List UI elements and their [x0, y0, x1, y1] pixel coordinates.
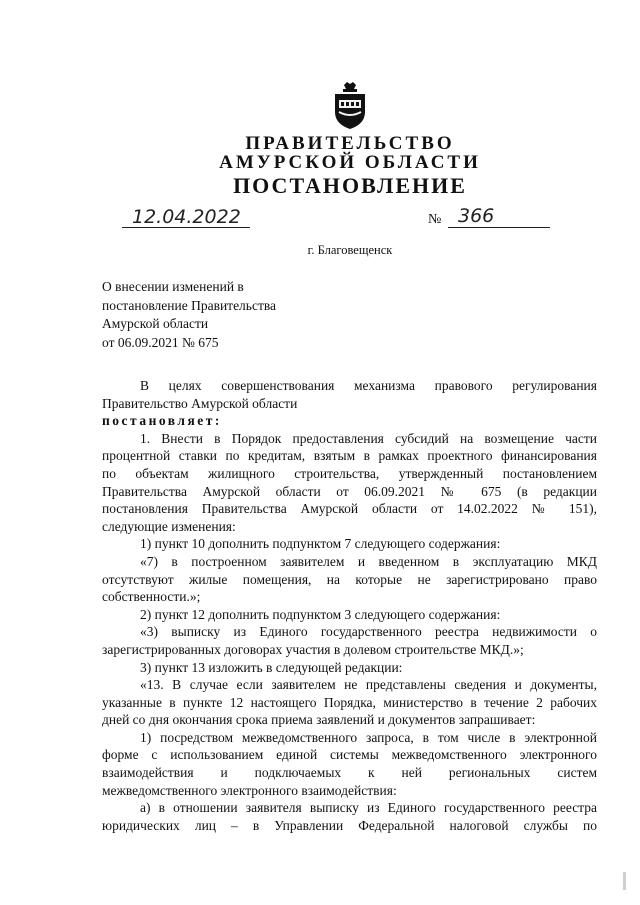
body-line: процентной ставки по кредитам, взятым в рамках проектного финансирования [102, 448, 597, 464]
city-name: г. Благовещенск [307, 243, 393, 257]
handwritten-date: 12.04.2022 [132, 206, 241, 228]
body-line: «7) в построенном заявителем и введенном в эксплуатацию МКД [140, 553, 597, 569]
document-subject [102, 278, 276, 352]
number-sign: № [428, 212, 442, 227]
body-line: по объектам жилищного строительства, утвержденный постановлением [102, 465, 597, 481]
subject-line: О внесении изменений в [102, 279, 244, 294]
body-line: В целях совершенствования механизма правового регулирования [140, 378, 597, 393]
body-line: 1) посредством межведомственного запроса, в том числе в электронной [140, 729, 597, 745]
body-line: Правительства Амурской области от 06.09.2021 № 675 (в редакции [102, 483, 597, 499]
body-line: 2) пункт 12 дополнить подпунктом 3 следующего содержания: [140, 606, 501, 622]
handwritten-number: 366 [458, 205, 495, 227]
coat-of-arms-emblem [330, 82, 370, 130]
resolves-word: постановляет: [102, 413, 222, 429]
body-line: дней со дня окончания срока приема заявлений и документов запрашивает: [102, 712, 536, 728]
body-line: форме с использованием единой системы межведомственного электронного [102, 747, 597, 763]
date-underline [122, 227, 250, 228]
body-line: зарегистрированных договорах участия в долевом строительстве МКД.»; [102, 641, 524, 657]
body-line: указанные в пункте 12 настоящего Порядка, министерство в течение 2 рабочих [102, 694, 597, 710]
body-line: 3) пункт 13 изложить в следующей редакции: [140, 659, 403, 675]
subject-line: постановление Правительства [102, 297, 277, 313]
body-line: постановления Правительства Амурской области от 14.02.2022 № 151), [102, 501, 597, 517]
body-line: «13. В случае если заявителем не представлены сведения и документы, [140, 677, 597, 693]
body-line: межведомственного электронного взаимодействия: [102, 782, 397, 798]
body-line: «3) выписку из Единого государственного реестра недвижимости о [140, 624, 597, 640]
scan-edge-mark [623, 872, 626, 890]
subject-line: Амурской области [102, 316, 209, 331]
government-title-line2: АМУРСКОЙ ОБЛАСТИ [219, 152, 481, 173]
body-line: 1) пункт 10 дополнить подпунктом 7 следующего содержания: [140, 536, 501, 552]
subject-line: от 06.09.2021 № 675 [102, 334, 219, 350]
body-line: Правительство Амурской области [102, 395, 298, 411]
government-title-line1: ПРАВИТЕЛЬСТВО [245, 133, 455, 154]
body-line: следующие изменения: [102, 518, 236, 534]
number-underline [448, 227, 550, 228]
body-line: взаимодействия и подключаемых к ней региональных систем [102, 765, 597, 781]
body-line: собственности.»; [102, 589, 201, 605]
document-type-title: ПОСТАНОВЛЕНИЕ [233, 173, 467, 198]
body-line: отсутствуют жилые помещения, на которые не зарегистрировано право [102, 571, 597, 587]
body-line: юридических лиц – в Управлении Федеральной налоговой службы по [102, 817, 597, 833]
document-body [102, 377, 597, 834]
body-line: а) в отношении заявителя выписку из Единого государственного реестра [140, 800, 597, 816]
body-line: 1. Внести в Порядок предоставления субсидий на возмещение части [140, 430, 597, 446]
